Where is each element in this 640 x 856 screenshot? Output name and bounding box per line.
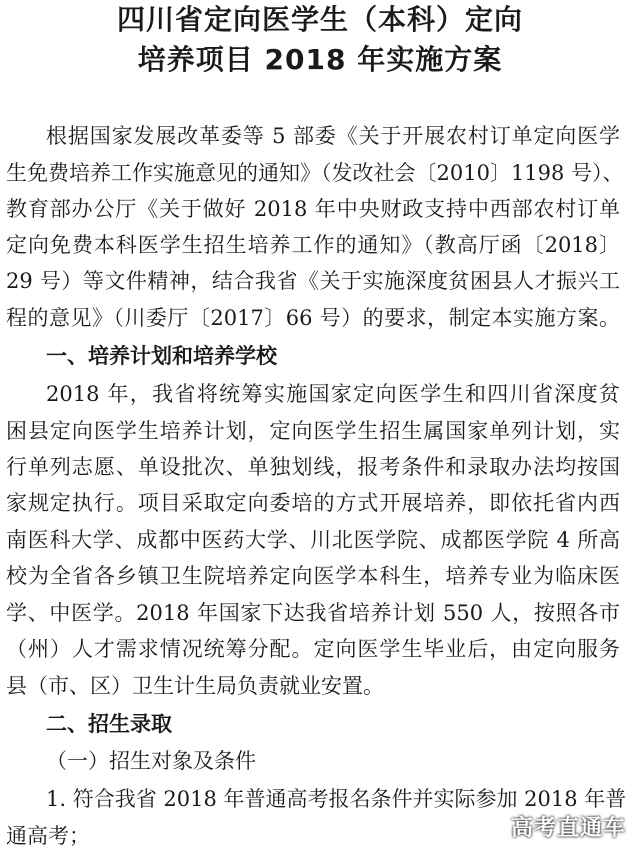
paragraph-line: 1. 符合我省 2018 年普通高考报名条件并实际参加 2018 年普: [46, 787, 627, 811]
paragraph-line: 生免费培养工作实施意见的通知》（发改社会〔2010〕1198 号）、: [6, 161, 624, 185]
paragraph-line: 行单列志愿、单设批次、单独划线，报考条件和录取办法均按国: [6, 455, 620, 479]
paragraph-line: 校为全省各乡镇卫生院培养定向医学本科生，培养专业为临床医: [6, 564, 620, 588]
subsection-heading: （一）招生对象及条件: [46, 749, 256, 773]
paragraph-line: 29 号）等文件精神，结合我省《关于实施深度贫困县人才振兴工: [6, 269, 620, 293]
paragraph-line: 困县定向医学生培养计划，定向医学生招生属国家单列计划，实: [6, 419, 620, 443]
paragraph-line: 程的意见》（川委厅〔2017〕66 号）的要求，制定本实施方案。: [6, 306, 620, 330]
watermark-label: 高考直通车: [510, 816, 626, 841]
paragraph-line: 2018 年，我省将统筹实施国家定向医学生和四川省深度贫: [46, 382, 620, 406]
paragraph-line: （州）人才需求情况统筹分配。定向医学生毕业后，由定向服务: [6, 637, 620, 661]
paragraph-line: 南医科大学、成都中医药大学、川北医学院、成都医学院 4 所高: [6, 528, 620, 552]
section-heading-2: 二、招生录取: [46, 712, 172, 736]
paragraph-line: 通高考；: [6, 824, 90, 848]
document-title-line-2: 培养项目 2018 年实施方案: [137, 43, 503, 76]
paragraph-line: 县（市、区）卫生计生局负责就业安置。: [6, 674, 384, 698]
paragraph-line: 学、中医学。2018 年国家下达我省培养计划 550 人，按照各市: [6, 601, 620, 625]
paragraph-line: 根据国家发展改革委等 5 部委《关于开展农村订单定向医学: [46, 124, 620, 148]
document-title-line-1: 四川省定向医学生（本科）定向: [116, 3, 523, 36]
paragraph-line: 定向免费本科医学生招生培养工作的通知》（教高厅函〔2018〕: [6, 233, 620, 257]
paragraph-line: 教育部办公厅《关于做好 2018 年中央财政支持中西部农村订单: [6, 197, 620, 221]
paragraph-line: 家规定执行。项目采取定向委培的方式开展培养，即依托省内西: [6, 491, 620, 515]
section-heading-1: 一、培养计划和培养学校: [46, 344, 277, 368]
